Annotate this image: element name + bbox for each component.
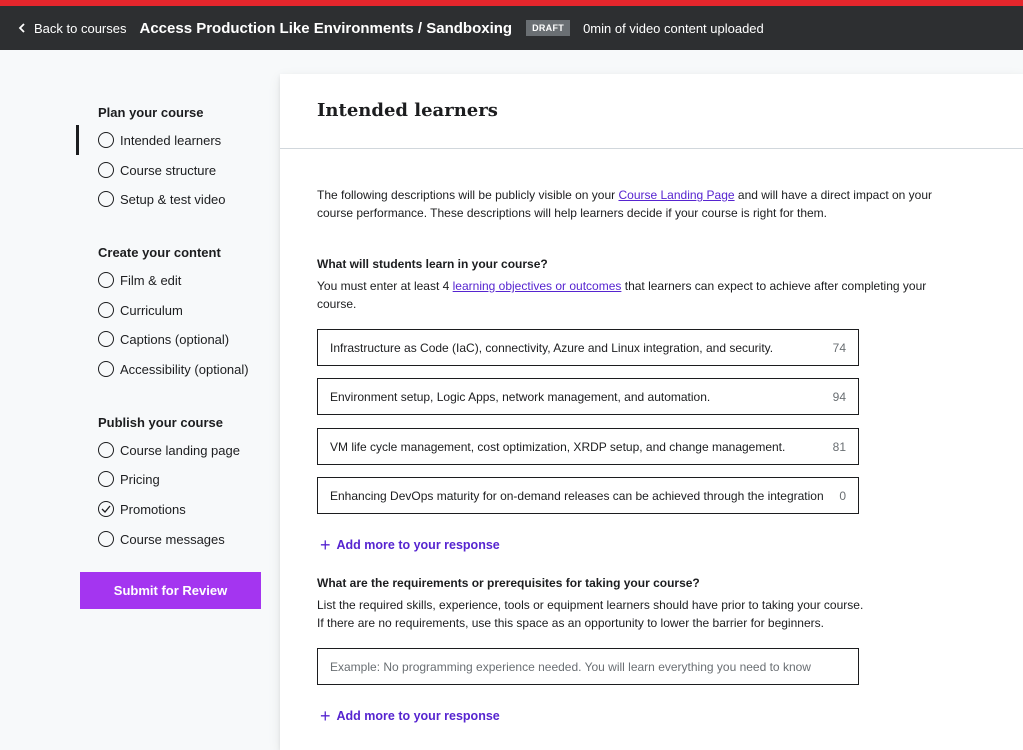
sidebar-item-promotions[interactable] — [98, 501, 186, 517]
requirements-question-desc — [317, 596, 947, 632]
sidebar-item-label: Setup & test video — [120, 191, 226, 207]
back-label: Back to courses — [34, 20, 127, 36]
sidebar-item-label: Promotions — [120, 501, 186, 517]
add-more-objectives-button[interactable] — [320, 536, 500, 554]
circle-icon — [98, 302, 114, 318]
learning-objectives-link[interactable]: learning objectives or outcomes — [452, 279, 622, 293]
circle-icon — [98, 531, 114, 547]
sidebar-item-course-structure[interactable] — [98, 162, 216, 178]
intro-text — [317, 186, 947, 222]
circle-icon — [98, 132, 114, 148]
intro-text-end: and will have a direct impact on your course performance. These descriptions will help learners decide if your course is right for them. — [317, 188, 933, 220]
learn-question-title: What will students learn in your course? — [317, 257, 548, 271]
circle-icon — [98, 272, 114, 288]
learn-desc-start: You must enter at least 4 — [317, 279, 453, 293]
circle-icon — [98, 471, 114, 487]
requirement-placeholder: Example: No programming experience needed. You will learn everything you need to know — [330, 659, 811, 674]
intro-text-start: The following descriptions will be publicly visible on your — [317, 188, 619, 202]
char-counter: 94 — [832, 389, 846, 404]
sidebar-item-accessibility[interactable] — [98, 361, 249, 377]
page-title: Intended learners — [317, 100, 498, 121]
char-counter: 81 — [832, 439, 846, 454]
sidebar-item-label: Course messages — [120, 531, 225, 547]
sidebar — [0, 50, 280, 750]
sidebar-item-course-landing-page[interactable] — [98, 442, 240, 458]
add-more-requirements-button[interactable] — [320, 707, 500, 725]
check-circle-icon — [98, 501, 114, 517]
section-publish-title: Publish your course — [98, 415, 223, 430]
circle-icon — [98, 162, 114, 178]
circle-icon — [98, 442, 114, 458]
video-status: 0min of video content uploaded — [583, 20, 764, 36]
objective-input-4[interactable] — [317, 477, 859, 514]
section-create-title: Create your content — [98, 245, 221, 260]
sidebar-item-curriculum[interactable] — [98, 302, 183, 318]
sidebar-item-label: Pricing — [120, 471, 160, 487]
circle-icon — [98, 191, 114, 207]
sidebar-item-course-messages[interactable] — [98, 531, 225, 547]
main-panel — [280, 74, 1023, 750]
circle-icon — [98, 331, 114, 347]
learn-desc-end: that learners can expect to achieve after completing your course. — [317, 279, 927, 311]
sidebar-item-intended-learners[interactable] — [98, 132, 221, 148]
sidebar-item-setup-test-video[interactable] — [98, 191, 226, 207]
objective-text: Environment setup, Logic Apps, network management, and automation. — [330, 389, 711, 404]
objective-input-2[interactable] — [317, 378, 859, 415]
sidebar-item-label: Film & edit — [120, 272, 182, 288]
title-divider — [280, 148, 1023, 149]
circle-icon — [98, 361, 114, 377]
chevron-left-icon — [18, 23, 26, 33]
requirement-input-1[interactable] — [317, 648, 859, 685]
sidebar-item-label: Course landing page — [120, 442, 240, 458]
objective-text: Enhancing DevOps maturity for on-demand releases can be achieved through the integration — [330, 488, 824, 503]
top-bar — [0, 6, 1023, 50]
active-indicator — [76, 125, 79, 155]
course-title: Access Production Like Environments / Sandboxing — [139, 19, 513, 37]
section-plan-title: Plan your course — [98, 105, 204, 120]
objective-input-3[interactable] — [317, 428, 859, 465]
objective-input-1[interactable] — [317, 329, 859, 366]
sidebar-item-label: Accessibility (optional) — [120, 361, 249, 377]
requirements-desc-line1: List the required skills, experience, tools or equipment learners should have prior to taking your course. — [317, 598, 864, 612]
sidebar-item-pricing[interactable] — [98, 471, 160, 487]
requirements-desc-line2: If there are no requirements, use this space as an opportunity to lower the barrier for beginners. — [317, 616, 824, 630]
requirements-question-title: What are the requirements or prerequisites for taking your course? — [317, 576, 700, 590]
add-more-label: Add more to your response — [336, 538, 500, 552]
course-landing-page-link[interactable]: Course Landing Page — [618, 188, 735, 202]
add-more-label: Add more to your response — [336, 709, 500, 723]
char-counter: 74 — [832, 340, 846, 355]
draft-badge: DRAFT — [526, 20, 570, 36]
char-counter: 0 — [839, 488, 846, 503]
sidebar-item-film-edit[interactable] — [98, 272, 181, 288]
objective-text: VM life cycle management, cost optimization, XRDP setup, and change management. — [330, 439, 786, 454]
plus-icon: + — [320, 706, 331, 726]
sidebar-item-label: Course structure — [120, 162, 217, 178]
learn-question-desc — [317, 277, 947, 313]
sidebar-item-label: Curriculum — [120, 302, 183, 318]
plus-icon: + — [320, 535, 331, 555]
sidebar-item-captions[interactable] — [98, 331, 229, 347]
sidebar-item-label: Captions (optional) — [120, 331, 230, 347]
submit-for-review-button[interactable]: Submit for Review — [80, 572, 261, 609]
objective-text: Infrastructure as Code (IaC), connectivity, Azure and Linux integration, and security. — [330, 340, 774, 355]
sidebar-item-label: Intended learners — [120, 132, 222, 148]
back-to-courses-link[interactable] — [18, 21, 127, 36]
